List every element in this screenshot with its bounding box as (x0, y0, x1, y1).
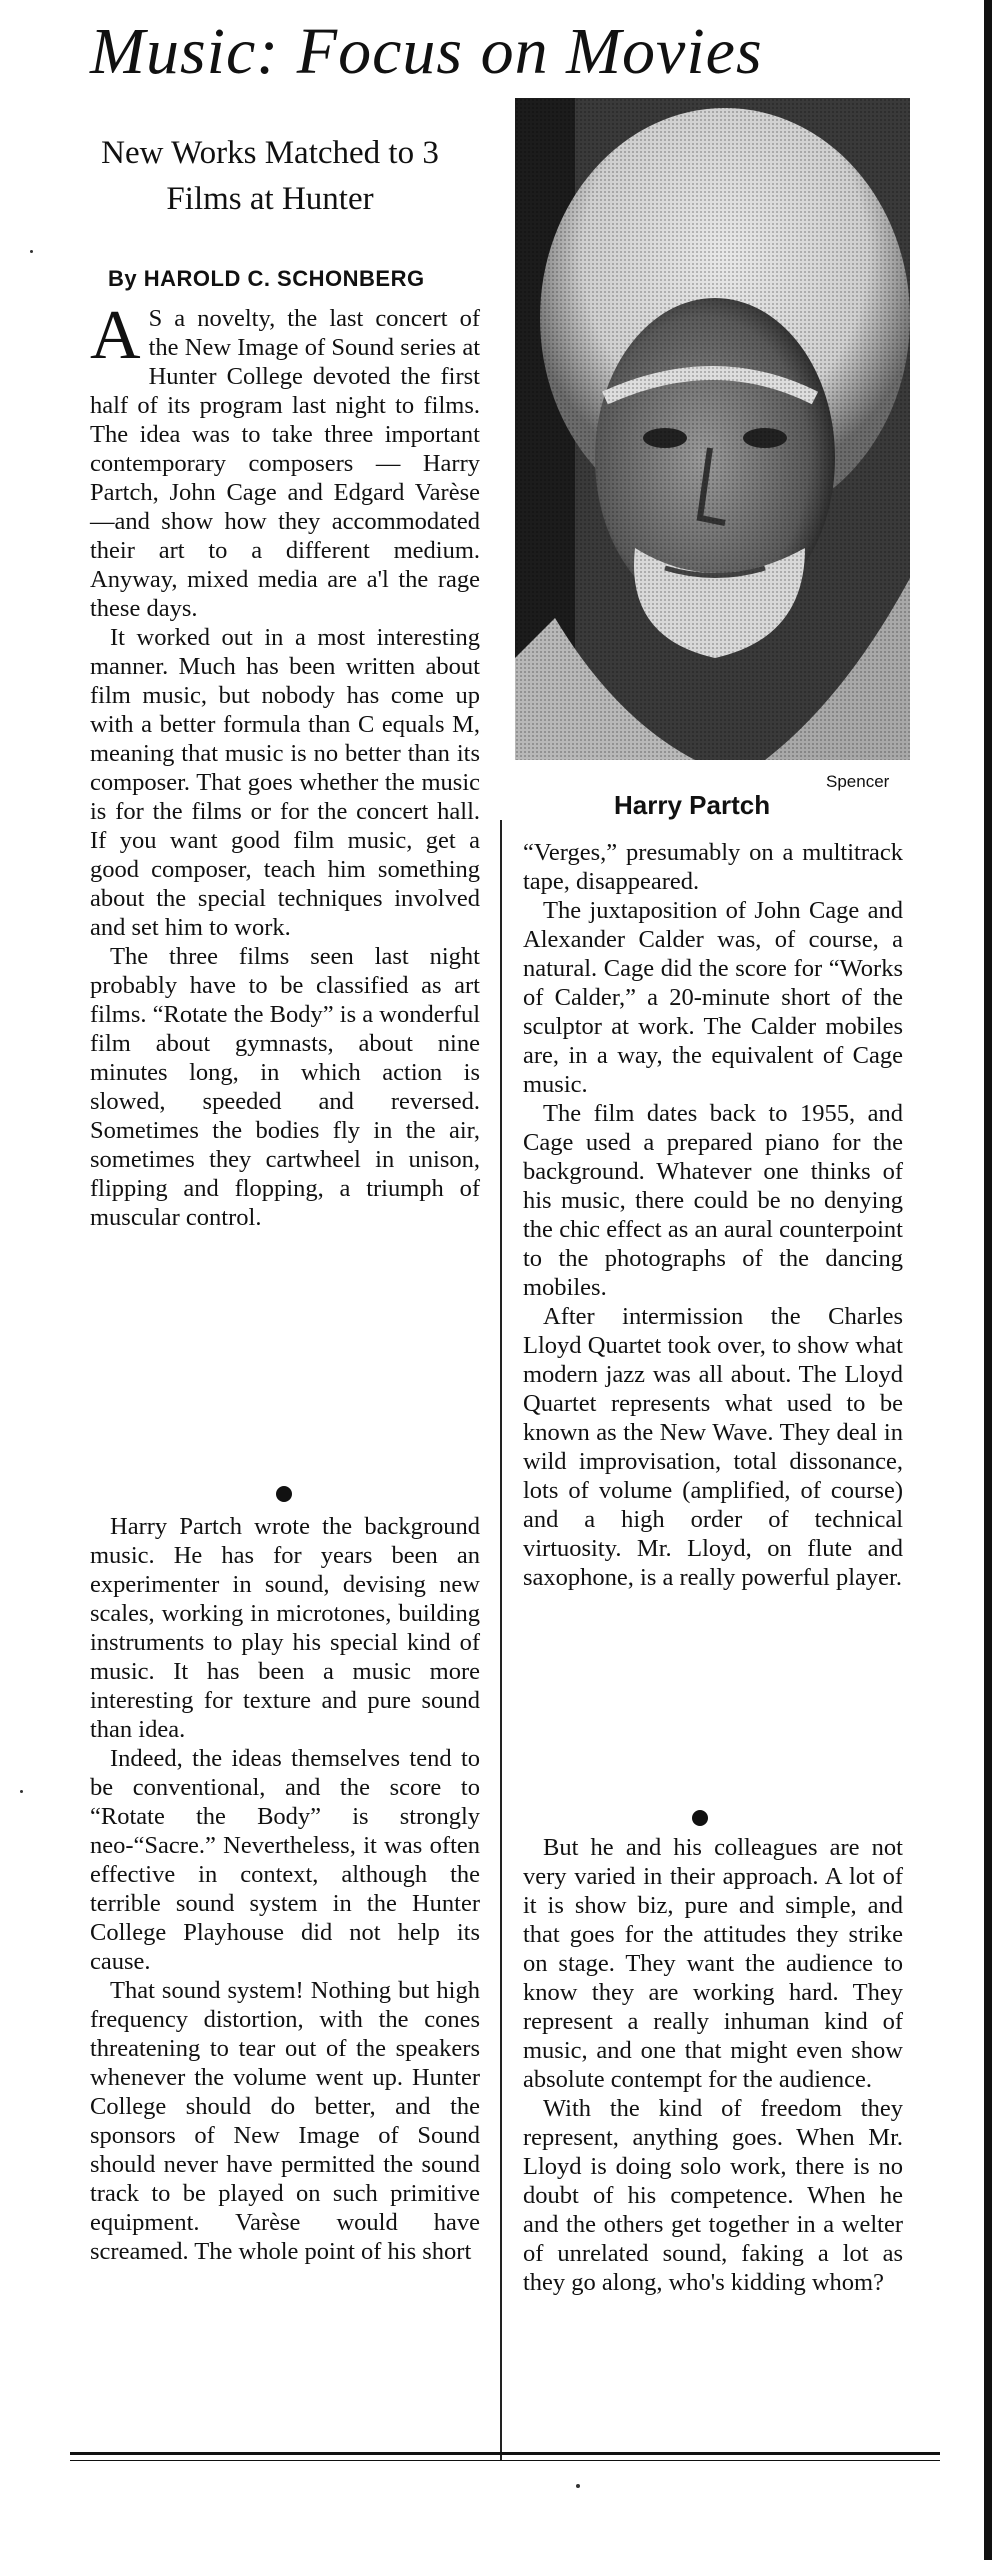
paper-speck (30, 250, 33, 253)
article-column-2-continued (523, 1833, 903, 2297)
article-paragraph: That sound system! Nothing but high frequency distortion, with the cones threatening to tear out of the speakers whenever the volume went up. Hunter College should do better, and the sponsors of New Image of Sound should never have permitted the sound track to be played on such primitive equipment. Varèse would have screamed. The whole point of his short (90, 1977, 480, 2265)
subheadline: New Works Matched to 3 Films at Hunter (101, 135, 439, 217)
article-paragraph: It worked out in a most interesting manner. Much has been written about film music, but nobody has come up with a better formula than C equals M, meaning that music is no better than its composer. That goes whether the music is for the films or for the concert hall. If you want good film music, get a good composer, teach him something about the special techniques involved and set him to work. (90, 624, 480, 941)
photo-credit: Spencer (826, 772, 890, 791)
drop-cap: A (90, 297, 141, 374)
article-paragraph: But he and his colleagues are not very varied in their approach. A lot of it is show biz, pure and simple, and that goes for the attitudes they strike on stage. They want the audience to know they are working hard. They represent a really inhuman kind of music, and one that might even show absolute contempt for the audience. (523, 1834, 903, 2093)
section-bullet (276, 1486, 292, 1502)
article-paragraph: The three films seen last night probably have to be classified as art films. “Rotate the Body” is a wonderful film about gymnasts, about nine minutes long, in which action is slowed, speeded and reversed. Sometimes the bodies fly in the air, sometimes they cartwheel in unison, flipping and flopping, a triumph of muscular control. (90, 943, 480, 1231)
paper-speck (576, 2484, 580, 2488)
article-column-1 (90, 297, 480, 1232)
section-bullet (692, 1810, 708, 1826)
article-paragraph: Indeed, the ideas themselves tend to be conventional, and the score to “Rotate the Body” is strongly neo-“Sacre.” Nevertheless, it was often effective in context, although the terrible sound system in the Hunter College Playhouse did not help its cause. (90, 1745, 480, 1975)
bottom-rule (70, 2460, 940, 2461)
column-divider (500, 820, 502, 2460)
photo-caption: Harry Partch (614, 790, 771, 820)
bottom-rule (70, 2452, 940, 2455)
paper-speck (20, 1790, 23, 1793)
article-paragraph: The film dates back to 1955, and Cage used a prepared piano for the background. Whatever one thinks of his music, there could be no denying the chic effect as an aural counterpoint to the photographs of the dancing mobiles. (523, 1100, 903, 1301)
headline: Music: Focus on Movies (90, 15, 763, 88)
article-paragraph: “Verges,” presumably on a multitrack tape, disappeared. (523, 839, 903, 895)
portrait-image (515, 98, 910, 760)
article-paragraph: With the kind of freedom they represent, anything goes. When Mr. Lloyd is doing solo work, there is no doubt of his competence. When he and the others get together in a welter of unrelated sound, faking a lot as they go along, who's kidding whom? (523, 2095, 903, 2296)
article-paragraph: A S a novelty, the last concert of the New Image of Sound series at Hunter College devoted the first half of its program last night to films. The idea was to take three important contemporary composers — Harry Partch, John Cage and Edgard Varèse—and show how they accommodated their art to a different medium. Anyway, mixed media are a'l the rage these days. (90, 297, 480, 622)
article-column-1-continued (90, 1512, 480, 2266)
article-paragraph: The juxtaposition of John Cage and Alexander Calder was, of course, a natural. Cage did the score for “Works of Calder,” a 20-minute short of the sculptor at work. The Calder mobiles are, in a way, the equivalent of Cage music. (523, 897, 903, 1098)
article-column-2 (523, 838, 903, 1592)
article-paragraph: After intermission the Charles Lloyd Quartet took over, to show what modern jazz was all about. The Lloyd Quartet represents what used to be known as the New Wave. They deal in wild improvisation, total dissonance, lots of volume (amplified, of course) and a high order of technical virtuosity. Mr. Lloyd, on flute and saxophone, is a really powerful player. (523, 1303, 903, 1591)
portrait-photo (515, 98, 910, 760)
byline: By HAROLD C. SCHONBERG (108, 266, 425, 291)
article-paragraph: Harry Partch wrote the background music. He has for years been an experimenter in sound, devising new scales, working in microtones, building instruments to play his special kind of music. It has been a music more interesting for texture and pure sound than idea. (90, 1513, 480, 1743)
